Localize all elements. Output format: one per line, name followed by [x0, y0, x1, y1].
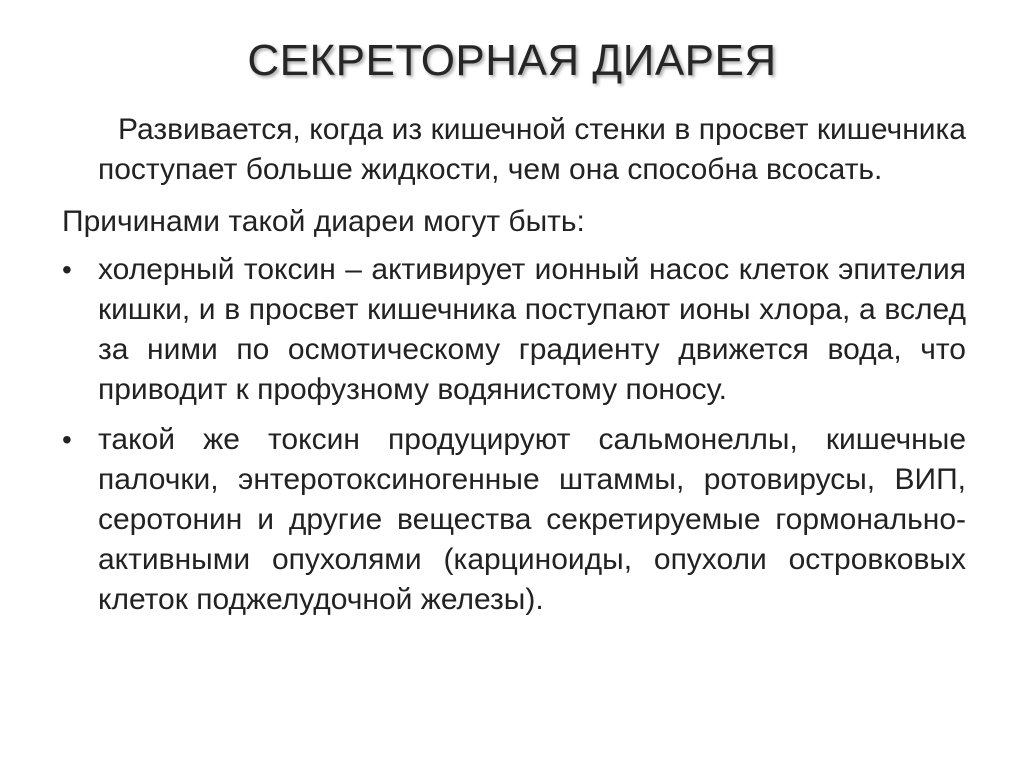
list-item — [62, 420, 966, 620]
list-item-text: такой же токсин продуцируют сальмонеллы, кишечные палочки, энтеротоксиногенные штаммы, ротовирусы, ВИП, серотонин и другие вещества секретируемые гормонально-активными опухолями (карциноиды, опухоли островковых клеток поджелудочной железы). — [98, 423, 966, 616]
list-item-text: холерный токсин – активирует ионный насос клеток эпителия кишки, и в просвет кишечника поступают ионы хлора, а вслед за ними по осмотическому градиенту движется вода, что приводит к профузному водянистому поносу. — [98, 253, 966, 406]
causes-lead: Причинами такой диареи могут быть: — [62, 205, 585, 238]
intro-paragraph: Развивается, когда из кишечной стенки в просвет кишечника поступает больше жидкости, чем она способна всосать. — [98, 113, 966, 186]
list-item — [62, 250, 966, 410]
bullet-icon: • — [62, 424, 72, 455]
slide-title: СЕКРЕТОРНАЯ ДИАРЕЯ — [247, 36, 777, 85]
causes-list — [62, 250, 966, 620]
bullet-icon: • — [62, 254, 72, 285]
slide-body — [62, 110, 966, 630]
